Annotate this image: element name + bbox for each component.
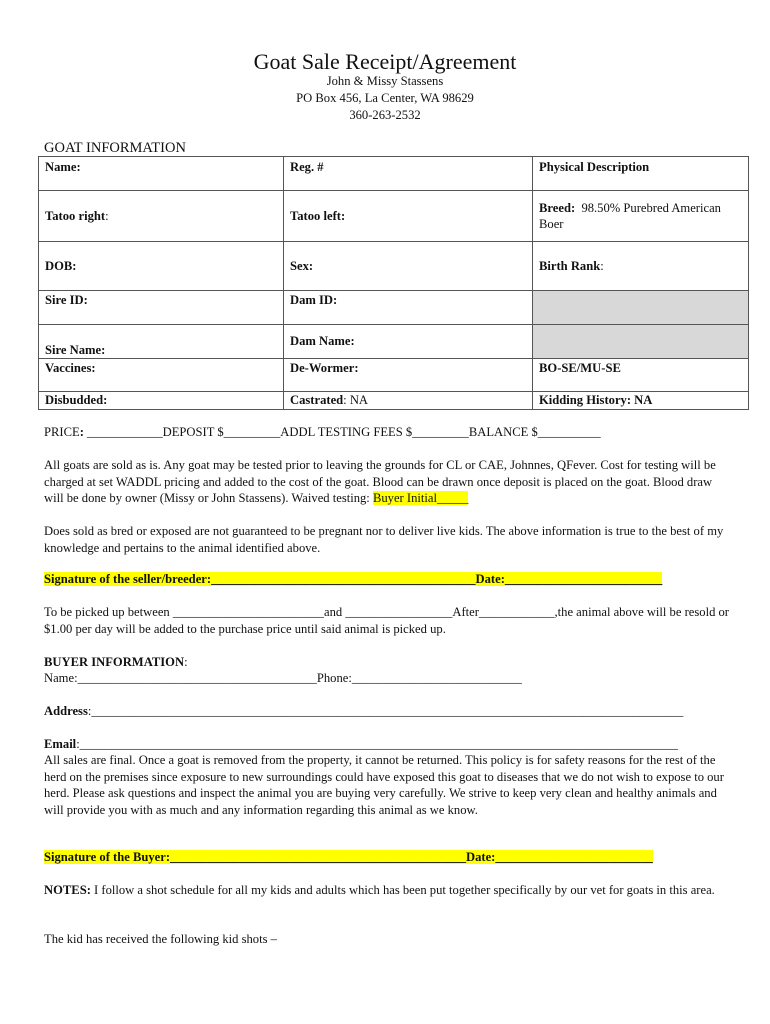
name-label: Name: <box>39 157 284 191</box>
shaded-cell <box>533 291 749 325</box>
vaccines-label: Vaccines: <box>39 359 284 392</box>
buyer-info-heading-line <box>44 654 734 671</box>
buyer-email-line[interactable] <box>44 736 734 753</box>
dewormer-label: De-Wormer: <box>284 359 533 392</box>
physical-description-label: Physical Description <box>533 157 749 191</box>
address-label: Address <box>44 704 88 718</box>
bo-se-label: BO-SE/MU-SE <box>533 359 749 392</box>
document-title: Goat Sale Receipt/Agreement <box>253 49 517 74</box>
tatoo-right-label: Tatoo right <box>45 208 106 223</box>
notes-paragraph <box>44 882 734 899</box>
goat-info-table <box>38 156 749 410</box>
seller-signature-field[interactable]: :__________________________________________Date:_________________________ <box>206 572 663 586</box>
dam-name-label: Dam Name: <box>284 325 533 359</box>
kid-shots-line: The kid has received the following kid shots – <box>44 932 277 946</box>
table-row <box>39 242 749 291</box>
disbudded-label: Disbudded: <box>39 392 284 410</box>
sex-label: Sex: <box>284 242 533 291</box>
seller-signature-line[interactable] <box>44 571 734 588</box>
buyer-address-line[interactable] <box>44 703 734 720</box>
owner-phone: 360-263-2532 <box>349 108 421 122</box>
goat-info-heading: GOAT INFORMATION <box>44 140 186 156</box>
table-row <box>39 392 749 410</box>
notes-label: NOTES: <box>44 883 91 897</box>
buyer-signature-field[interactable]: :_______________________________________________Date:_________________________ <box>165 850 653 864</box>
breed-label: Breed: <box>539 200 576 215</box>
price-line <box>44 424 734 441</box>
bred-does-paragraph: Does sold as bred or exposed are not guaranteed to be pregnant nor to deliver live kids. The above information is true to the best of my knowledge and pertains to the animal identified above. <box>44 524 724 555</box>
price-fields: ____________DEPOSIT $_________ADDL TESTING FEES $_________BALANCE $__________ <box>83 425 601 439</box>
birth-rank-cell <box>533 242 749 291</box>
table-row <box>39 291 749 325</box>
castrated-cell <box>284 392 533 410</box>
owner-address: PO Box 456, La Center, WA 98629 <box>296 91 474 105</box>
price-colon: : <box>79 425 84 439</box>
seller-signature-label: Signature of the seller/breeder <box>44 572 207 586</box>
dam-id-label: Dam ID: <box>284 291 533 325</box>
testing-paragraph <box>44 457 734 507</box>
buyer-info-colon: : <box>184 655 188 669</box>
table-row <box>39 359 749 392</box>
kidding-history-label: Kidding History: NA <box>533 392 749 410</box>
birth-rank-colon: : <box>600 258 604 273</box>
table-row <box>39 191 749 242</box>
castrated-value: : NA <box>343 393 369 407</box>
notes-text: I follow a shot schedule for all my kids and adults which has been put together specifically by our vet for goats in this area. <box>90 883 715 897</box>
address-field[interactable]: :______________________________________________________________________________________________ <box>87 704 684 718</box>
shaded-cell <box>533 325 749 359</box>
email-field[interactable]: :_______________________________________________________________________________________________ <box>76 737 678 751</box>
buyer-signature-label: Signature of the Buyer <box>44 850 166 864</box>
buyer-signature-line[interactable] <box>44 849 734 866</box>
reg-label: Reg. # <box>284 157 533 191</box>
owner-name: John & Missy Stassens <box>326 74 444 88</box>
email-label: Email <box>44 737 77 751</box>
breed-cell <box>533 191 749 242</box>
birth-rank-label: Birth Rank <box>539 258 601 273</box>
table-row <box>39 157 749 191</box>
sire-id-label: Sire ID: <box>39 291 284 325</box>
price-label: PRICE <box>44 425 80 439</box>
pickup-paragraph: To be picked up between ________________________and _________________After____________,the animal above will be resold or $1.00 per day will be added to the purchase price until said animal is picked up. <box>44 605 730 636</box>
dob-label: DOB: <box>39 242 284 291</box>
tatoo-left-label: Tatoo left: <box>284 191 533 242</box>
buyer-name-phone-line[interactable]: Name:______________________________________Phone:___________________________ <box>44 671 522 685</box>
breed-value: 98.50% Purebred American Boer <box>539 200 721 231</box>
sire-name-label: Sire Name: <box>39 325 284 359</box>
testing-text: All goats are sold as is. Any goat may be tested prior to leaving the grounds for CL or CAE, Johnnes, QFever. Cost for testing will be charged at set WADDL pricing and added to the cost of the goat. Blood can be drawn once deposit is placed on the goat. Blood draw will be done by owner (Missy or John Stassens). Waived testing: <box>44 458 716 505</box>
buyer-initial-field[interactable]: Buyer Initial_____ <box>372 491 469 505</box>
tatoo-right-colon: : <box>105 208 109 223</box>
final-sales-paragraph: All sales are final. Once a goat is removed from the property, it cannot be returned. This policy is for safety reasons for the rest of the herd on the premises since exposure to new surroundings could have exposed this goat to diseases that we do not wish to expose to our herd. Please ask questions and inspect the animal you are buying very carefully. We strive to keep very clean and healthy animals and will provide you with as much and any information regarding this animal as we know. <box>44 753 724 817</box>
buyer-info-heading: BUYER INFORMATION <box>44 655 185 669</box>
table-row <box>39 325 749 359</box>
castrated-label: Castrated <box>290 393 344 407</box>
tatoo-right-cell <box>39 191 284 242</box>
